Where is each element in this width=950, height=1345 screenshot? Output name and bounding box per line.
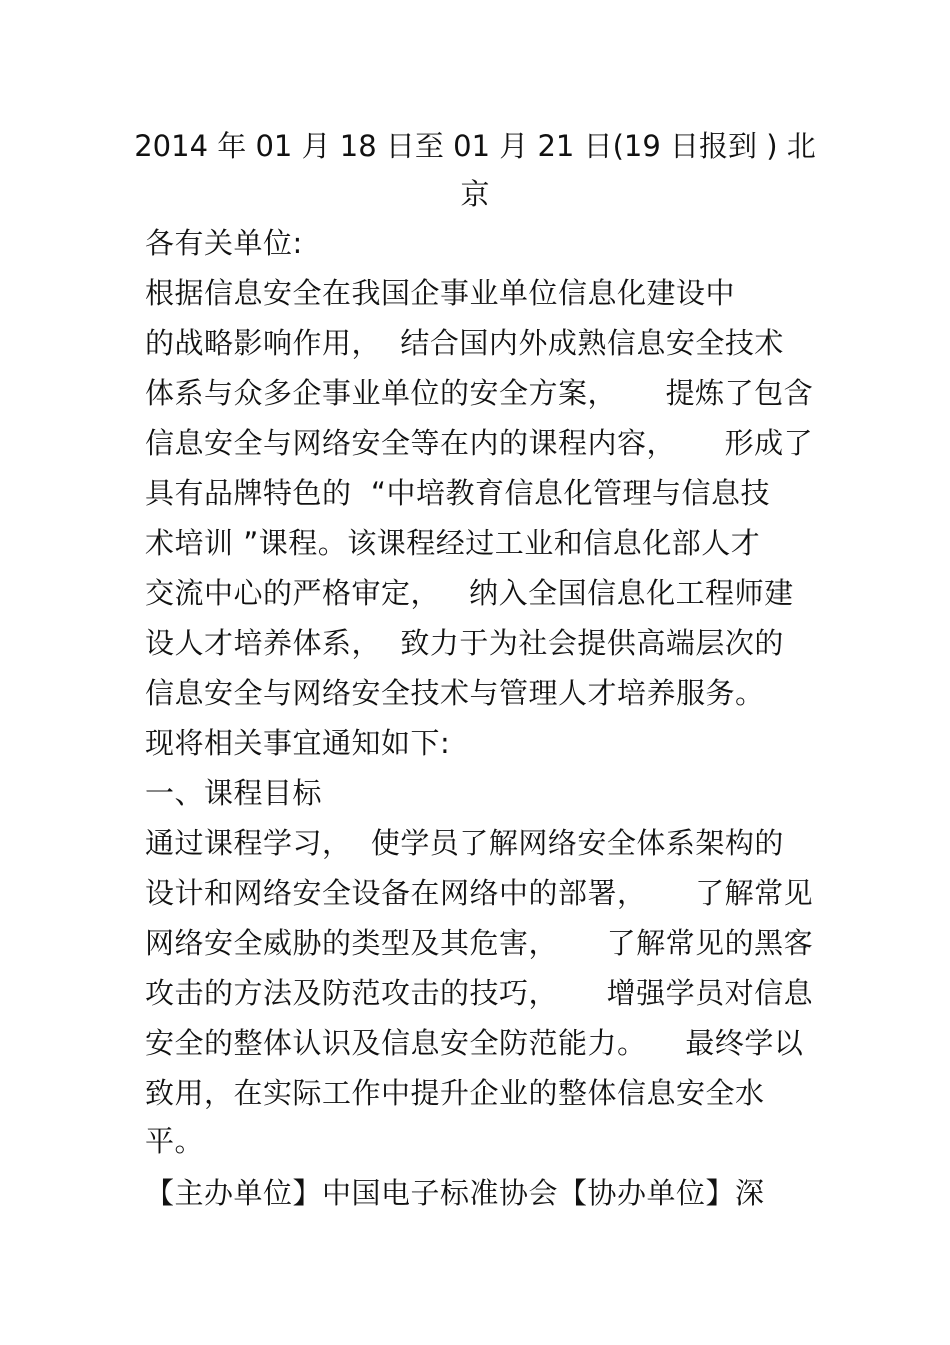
- section-heading: 一、课程目标: [145, 776, 323, 810]
- body-line: 安全的整体认识及信息安全防范能力。 最终学以: [145, 1026, 804, 1060]
- body-line: 具有品牌特色的 “中培教育信息化管理与信息技: [145, 476, 770, 510]
- body-line: 设人才培养体系， 致力于为社会提供高端层次的: [145, 626, 784, 660]
- body-line: 根据信息安全在我国企事业单位信息化建设中: [145, 276, 736, 310]
- salutation: 各有关单位:: [145, 226, 303, 260]
- body-line: 通过课程学习， 使学员了解网络安全体系架构的: [145, 826, 784, 860]
- body-line: 信息安全与网络安全等在内的课程内容， 形成了: [145, 426, 814, 460]
- body-line: 现将相关事宜通知如下:: [145, 726, 451, 760]
- organizer-line: 【主办单位】中国电子标准协会【协办单位】深: [145, 1176, 765, 1210]
- body-line: 体系与众多企事业单位的安全方案， 提炼了包含: [145, 376, 814, 410]
- body-line: 攻击的方法及防范攻击的技巧， 增强学员对信息: [145, 976, 814, 1010]
- title-line-1: 2014 年 01 月 18 日至 01 月 21 日(19 日报到 ) 北: [134, 129, 816, 163]
- body-line: 的战略影响作用， 结合国内外成熟信息安全技术: [145, 326, 784, 360]
- body-line: 平。: [145, 1124, 205, 1158]
- body-line: 设计和网络安全设备在网络中的部署， 了解常见: [145, 876, 814, 910]
- body-line: 术培训 ”课程。该课程经过工业和信息化部人才: [145, 526, 761, 560]
- title-line-2: 京: [460, 177, 490, 211]
- body-line: 信息安全与网络安全技术与管理人才培养服务。: [145, 676, 765, 710]
- body-line: 网络安全威胁的类型及其危害， 了解常见的黑客: [145, 926, 814, 960]
- body-line: 交流中心的严格审定， 纳入全国信息化工程师建: [145, 576, 794, 610]
- body-line: 致用，在实际工作中提升企业的整体信息安全水: [145, 1076, 765, 1110]
